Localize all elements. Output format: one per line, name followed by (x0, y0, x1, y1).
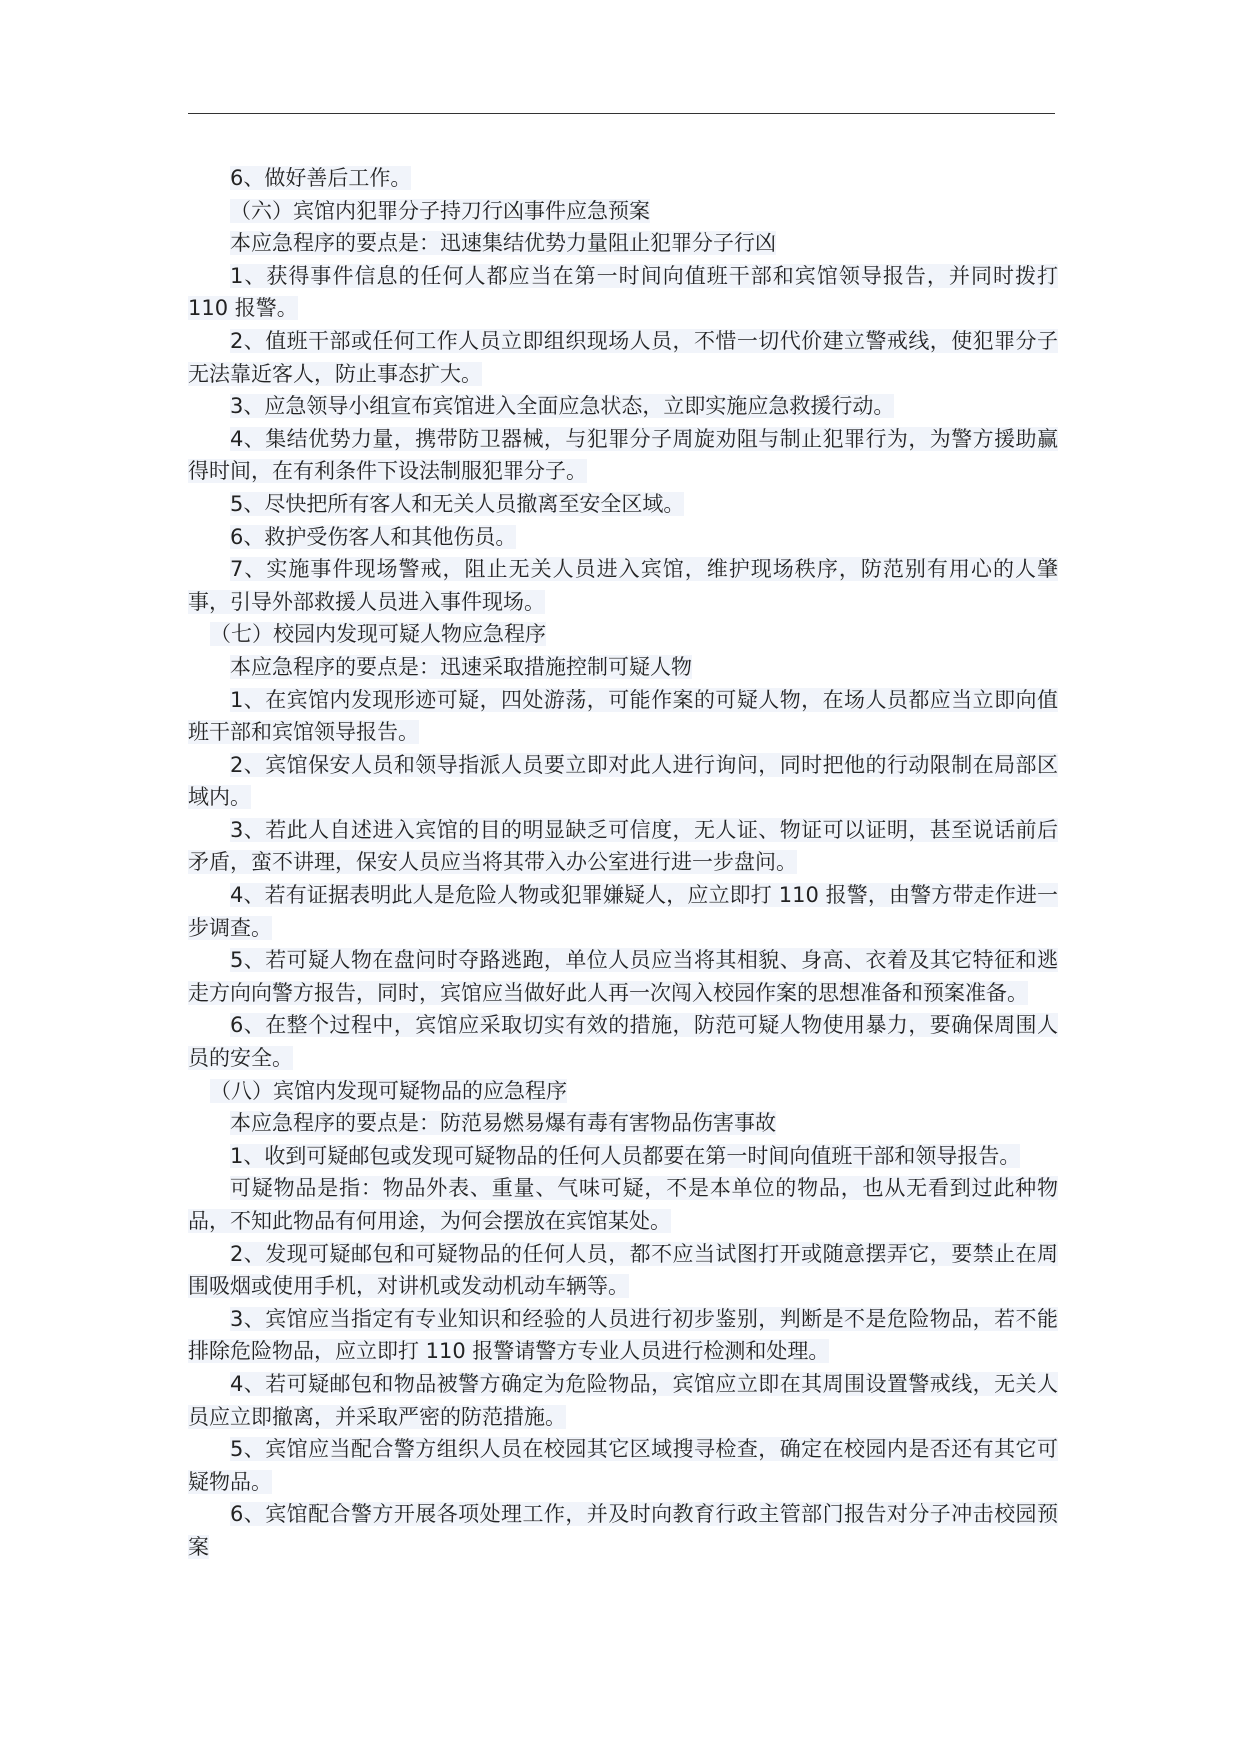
paragraph: 本应急程序的要点是：迅速集结优势力量阻止犯罪分子行凶 (230, 231, 776, 256)
paragraph: 6、做好善后工作。 (230, 166, 412, 190)
paragraph: 5、尽快把所有客人和无关人员撤离至安全区域。 (230, 491, 685, 516)
section-heading: （八）宾馆内发现可疑物品的应急程序 (210, 1078, 567, 1103)
paragraph: 1、收到可疑邮包或发现可疑物品的任何人员都要在第一时间向值班干部和领导报告。 (230, 1143, 1021, 1168)
paragraph: 6、在整个过程中，宾馆应采取切实有效的措施，防范可疑人物使用暴力，要确保周围人员的安全。 (188, 1013, 1058, 1071)
section-heading: （六）宾馆内犯罪分子持刀行凶事件应急预案 (230, 198, 650, 223)
paragraph: 本应急程序的要点是：迅速采取措施控制可疑人物 (230, 654, 692, 679)
paragraph: 3、应急领导小组宣布宾馆进入全面应急状态，立即实施应急救援行动。 (230, 394, 895, 419)
paragraph: 1、在宾馆内发现形迹可疑，四处游荡，可能作案的可疑人物，在场人员都应当立即向值班干部和宾馆领导报告。 (188, 687, 1058, 745)
section-heading: （七）校园内发现可疑人物应急程序 (210, 622, 546, 647)
header-rule (188, 113, 1055, 114)
paragraph: 1、获得事件信息的任何人都应当在第一时间向值班干部和宾馆领导报告，并同时拨打 110 报警。 (188, 263, 1058, 321)
paragraph: 3、宾馆应当指定有专业知识和经验的人员进行初步鉴别，判断是不是危险物品，若不能排除危险物品，应立即打 110 报警请警方专业人员进行检测和处理。 (188, 1306, 1058, 1364)
paragraph: 6、宾馆配合警方开展各项处理工作，并及时向教育行政主管部门报告对分子冲击校园预案 (188, 1502, 1058, 1559)
paragraph: 3、若此人自述进入宾馆的目的明显缺乏可信度，无人证、物证可以证明，甚至说话前后矛盾，蛮不讲理，保安人员应当将其带入办公室进行进一步盘问。 (188, 817, 1058, 875)
paragraph: 5、若可疑人物在盘问时夺路逃跑，单位人员应当将其相貌、身高、衣着及其它特征和逃走方向向警方报告，同时，宾馆应当做好此人再一次闯入校园作案的思想准备和预案准备。 (188, 948, 1058, 1005)
paragraph: 5、宾馆应当配合警方组织人员在校园其它区域搜寻检查，确定在校园内是否还有其它可疑物品。 (188, 1437, 1058, 1494)
paragraph: 6、救护受伤客人和其他伤员。 (230, 524, 517, 549)
paragraph: 4、集结优势力量，携带防卫器械，与犯罪分子周旋劝阻与制止犯罪行为，为警方援助赢得时间，在有利条件下设法制服犯罪分子。 (188, 426, 1058, 484)
paragraph: 本应急程序的要点是：防范易燃易爆有毒有害物品伤害事故 (230, 1111, 776, 1136)
document-body (188, 162, 1058, 1564)
paragraph: 7、实施事件现场警戒，阻止无关人员进入宾馆，维护现场秩序，防范别有用心的人肇事，引导外部救援人员进入事件现场。 (188, 557, 1058, 614)
paragraph: 2、宾馆保安人员和领导指派人员要立即对此人进行询问，同时把他的行动限制在局部区域内。 (188, 752, 1058, 810)
paragraph: 2、值班干部或任何工作人员立即组织现场人员，不惜一切代价建立警戒线，使犯罪分子无法靠近客人，防止事态扩大。 (188, 328, 1058, 386)
paragraph: 4、若有证据表明此人是危险人物或犯罪嫌疑人，应立即打 110 报警，由警方带走作进一步调查。 (188, 883, 1058, 940)
paragraph: 2、发现可疑邮包和可疑物品的任何人员，都不应当试图打开或随意摆弄它，要禁止在周围吸烟或使用手机，对讲机或发动机动车辆等。 (188, 1241, 1058, 1299)
paragraph: 可疑物品是指：物品外表、重量、气味可疑，不是本单位的物品，也从无看到过此种物品，不知此物品有何用途，为何会摆放在宾馆某处。 (188, 1176, 1058, 1233)
paragraph: 4、若可疑邮包和物品被警方确定为危险物品，宾馆应立即在其周围设置警戒线，无关人员应立即撤离，并采取严密的防范措施。 (188, 1371, 1058, 1429)
